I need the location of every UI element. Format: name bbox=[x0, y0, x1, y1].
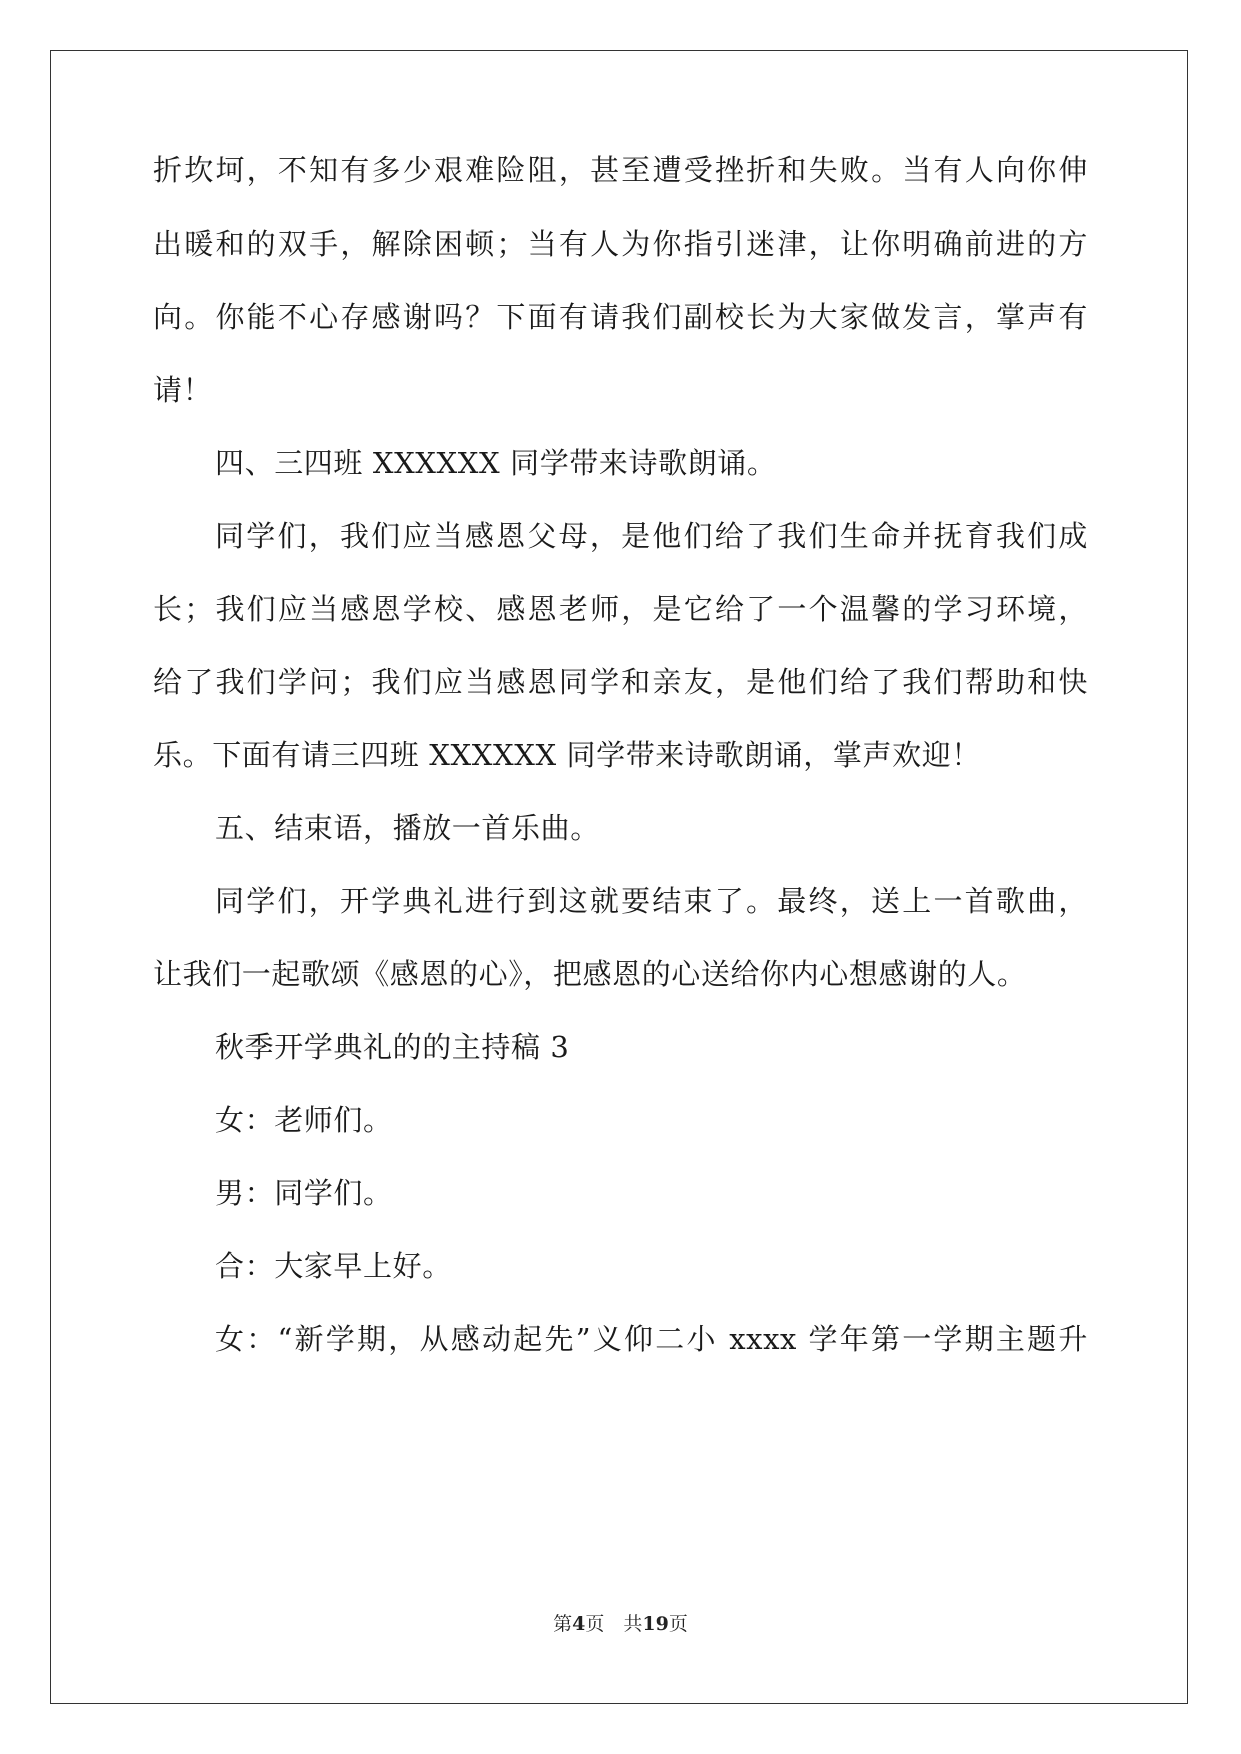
section-heading-5: 五、结束语，播放一首乐曲。 bbox=[215, 811, 600, 845]
paragraph-line: 请！ bbox=[153, 373, 213, 407]
paragraph-line: 向。你能不心存感谢吗？下面有请我们副校长为大家做发言，掌声有 bbox=[153, 300, 1088, 334]
paragraph-line: 长；我们应当感恩学校、感恩老师，是它给了一个温馨的学习环境， bbox=[153, 592, 1088, 626]
paragraph-line: 同学们，开学典礼进行到这就要结束了。最终，送上一首歌曲， bbox=[215, 884, 1088, 918]
current-page-number: 4 bbox=[572, 1613, 586, 1635]
paragraph-line: 同学们，我们应当感恩父母，是他们给了我们生命并抚育我们成 bbox=[215, 519, 1088, 553]
page-footer bbox=[0, 1612, 1241, 1636]
article-title: 秋季开学典礼的的主持稿 3 bbox=[215, 1030, 570, 1064]
total-page-number: 19 bbox=[642, 1613, 669, 1635]
dialogue-line: 男：同学们。 bbox=[215, 1176, 393, 1210]
paragraph-line: 出暖和的双手，解除困顿；当有人为你指引迷津，让你明确前进的方 bbox=[153, 227, 1088, 261]
paragraph-line: 给了我们学问；我们应当感恩同学和亲友，是他们给了我们帮助和快 bbox=[153, 665, 1088, 699]
footer-suffix: 页 bbox=[668, 1613, 688, 1635]
paragraph-line: 乐。下面有请三四班 XXXXXX 同学带来诗歌朗诵，掌声欢迎！ bbox=[153, 738, 981, 772]
dialogue-line: 合：大家早上好。 bbox=[215, 1249, 452, 1283]
paragraph-line: 让我们一起歌颂《感恩的心》，把感恩的心送给你内心想感谢的人。 bbox=[153, 957, 1027, 991]
dialogue-line: 女：老师们。 bbox=[215, 1103, 393, 1137]
section-heading-4: 四、三四班 XXXXXX 同学带来诗歌朗诵。 bbox=[215, 446, 777, 480]
paragraph-line: 折坎坷，不知有多少艰难险阻，甚至遭受挫折和失败。当有人向你伸 bbox=[153, 153, 1088, 187]
footer-mid: 页 共 bbox=[585, 1613, 643, 1635]
dialogue-line: 女：“新学期，从感动起先”义仰二小 xxxx 学年第一学期主题升 bbox=[215, 1322, 1088, 1356]
footer-prefix: 第 bbox=[553, 1613, 573, 1635]
